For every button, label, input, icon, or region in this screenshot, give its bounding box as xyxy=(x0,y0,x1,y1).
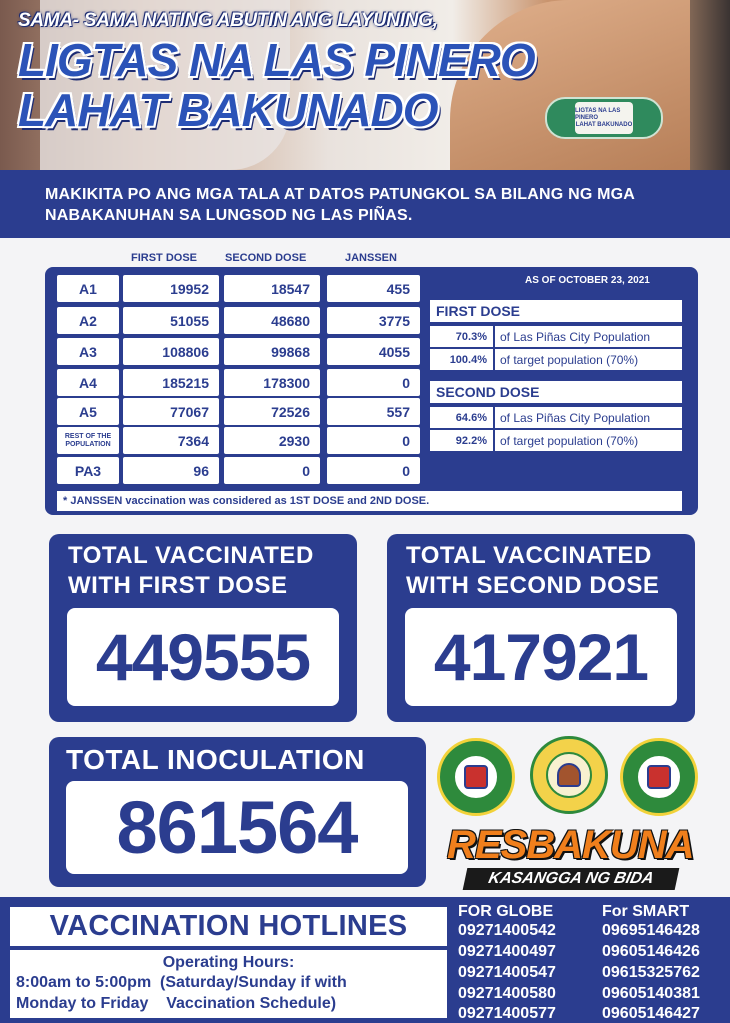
total-inoculation-value: 861564 xyxy=(66,781,408,874)
first-dose-city-pct: 70.3% xyxy=(430,326,493,347)
operating-hours xyxy=(10,950,447,1018)
janssen-cell: 3775 xyxy=(327,307,420,334)
las-pinas-seal-icon xyxy=(530,736,608,814)
globe-phone[interactable]: 09271400542 xyxy=(458,922,556,939)
total-inoculation-title: TOTAL INOCULATION xyxy=(66,744,365,775)
globe-label: FOR GLOBE xyxy=(458,903,554,920)
hours-title: Operating Hours: xyxy=(162,954,295,971)
second-dose-cell: 99868 xyxy=(224,338,320,365)
total-second-value: 417921 xyxy=(405,608,677,706)
col-header-first: FIRST DOSE xyxy=(131,252,198,264)
second-dose-cell: 18547 xyxy=(224,275,320,302)
first-dose-city-desc: of Las Piñas City Population xyxy=(495,326,682,347)
smart-phone[interactable]: 09605140381 xyxy=(602,985,700,1002)
first-dose-cell: 108806 xyxy=(123,338,219,365)
hours-line-1: 8:00am to 5:00pm (Saturday/Sunday if with xyxy=(16,974,347,991)
resbakuna-wordmark: RESBAKUNA xyxy=(447,823,694,867)
hero-banner xyxy=(0,0,730,170)
smart-phone[interactable]: 09615325762 xyxy=(602,964,700,981)
janssen-cell: 4055 xyxy=(327,338,420,365)
second-dose-city-pct: 64.6% xyxy=(430,407,493,428)
second-dose-cell: 48680 xyxy=(224,307,320,334)
second-dose-header: SECOND DOSE xyxy=(430,381,682,403)
first-dose-cell: 7364 xyxy=(123,427,219,454)
hours-line-2: Monday to Friday Vaccination Schedule) xyxy=(16,995,337,1012)
row-label: A2 xyxy=(57,307,119,334)
first-dose-cell: 185215 xyxy=(123,369,219,396)
first-dose-cell: 96 xyxy=(123,457,219,484)
row-label: A1 xyxy=(57,275,119,302)
row-label: A5 xyxy=(57,398,119,425)
second-dose-cell: 72526 xyxy=(224,398,320,425)
smart-phone[interactable]: 09605146427 xyxy=(602,1005,700,1022)
second-dose-cell: 2930 xyxy=(224,427,320,454)
total-first-value: 449555 xyxy=(67,608,339,706)
hero-title-line2: LAHAT BAKUNADO xyxy=(18,84,438,136)
total-first-title-2: WITH FIRST DOSE xyxy=(68,572,288,599)
first-dose-cell: 51055 xyxy=(123,307,219,334)
second-dose-cell: 0 xyxy=(224,457,320,484)
second-dose-target-pct: 92.2% xyxy=(430,430,493,451)
bandaid-image xyxy=(545,97,663,139)
col-header-janssen: JANSSEN xyxy=(345,252,397,264)
janssen-cell: 455 xyxy=(327,275,420,302)
janssen-cell: 557 xyxy=(327,398,420,425)
smart-label: For SMART xyxy=(602,903,690,920)
intro-text: MAKIKITA PO ANG MGA TALA AT DATOS PATUNGKOL SA BILANG NG MGA NABAKANUHAN SA LUNGSOD NG LAS PIÑAS. xyxy=(45,186,635,224)
total-second-title-2: WITH SECOND DOSE xyxy=(406,572,660,599)
row-label: PA3 xyxy=(57,457,119,484)
hotlines-title: VACCINATION HOTLINES xyxy=(10,907,447,946)
globe-phone[interactable]: 09271400577 xyxy=(458,1005,556,1022)
second-dose-target-desc: of target population (70%) xyxy=(495,430,682,451)
globe-phone[interactable]: 09271400580 xyxy=(458,985,556,1002)
total-first-title-1: TOTAL VACCINATED xyxy=(68,542,314,569)
janssen-note: * JANSSEN vaccination was considered as 1ST DOSE and 2ND DOSE. xyxy=(57,491,682,511)
janssen-cell: 0 xyxy=(327,457,420,484)
first-dose-cell: 19952 xyxy=(123,275,219,302)
first-dose-target-desc: of target population (70%) xyxy=(495,349,682,370)
smart-phone[interactable]: 09695146428 xyxy=(602,922,700,939)
as-of-date: AS OF OCTOBER 23, 2021 xyxy=(525,275,650,286)
resbakuna-logo xyxy=(447,823,697,895)
globe-phone[interactable]: 09271400497 xyxy=(458,943,556,960)
smart-phone[interactable]: 09605146426 xyxy=(602,943,700,960)
hero-title-line1: LIGTAS NA LAS PINERO xyxy=(18,34,535,86)
row-label: REST OF THE POPULATION xyxy=(57,427,119,454)
first-dose-cell: 77067 xyxy=(123,398,219,425)
first-dose-target-pct: 100.4% xyxy=(430,349,493,370)
bandaid-text-1: LIGTAS NA LAS PINERO xyxy=(575,107,621,121)
globe-phone[interactable]: 09271400547 xyxy=(458,964,556,981)
intro-band xyxy=(0,170,730,238)
janssen-cell: 0 xyxy=(327,369,420,396)
second-dose-city-desc: of Las Piñas City Population xyxy=(495,407,682,428)
hero-slogan: SAMA- SAMA NATING ABUTIN ANG LAYUNING, xyxy=(18,10,438,31)
col-header-second: SECOND DOSE xyxy=(225,252,307,264)
bandaid-text-2: LAHAT BAKUNADO xyxy=(575,121,633,128)
resbakuna-tagline: KASANGGA NG BIDA xyxy=(463,868,680,890)
janssen-cell: 0 xyxy=(327,427,420,454)
first-dose-header: FIRST DOSE xyxy=(430,300,682,322)
doh-seal-icon xyxy=(437,738,515,816)
doh-seal-icon xyxy=(620,738,698,816)
row-label: A3 xyxy=(57,338,119,365)
row-label: A4 xyxy=(57,369,119,396)
total-second-title-1: TOTAL VACCINATED xyxy=(406,542,652,569)
second-dose-cell: 178300 xyxy=(224,369,320,396)
